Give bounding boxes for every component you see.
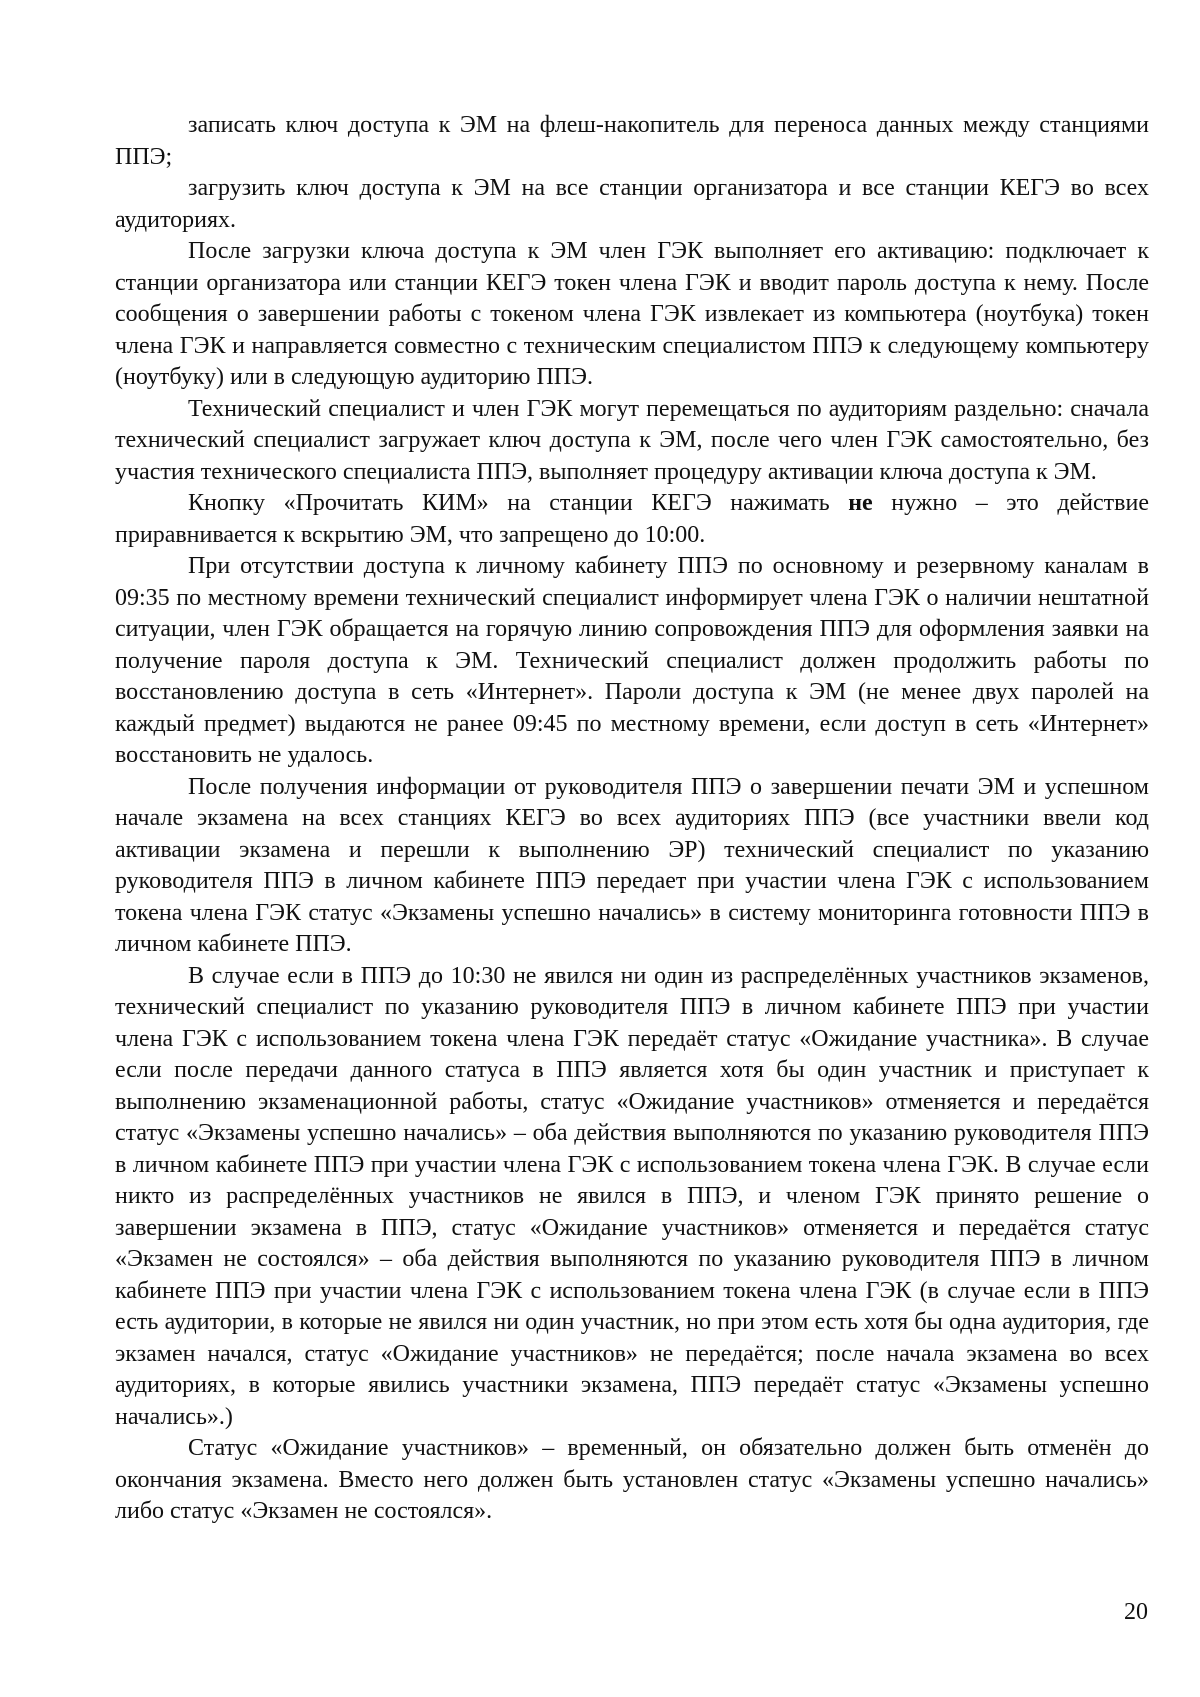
document-page	[115, 110, 1149, 1528]
paragraph-key-activation: После загрузки ключа доступа к ЭМ член ГЭК выполняет его активацию: подключает к станции организатора или станции КЕГЭ токен члена ГЭК и вводит пароль доступа к нему. После сообщения о завершении работы с токеном члена ГЭК извлекает из компьютера (ноутбука) токен члена ГЭК и направляется совместно с техническим специалистом ППЭ к следующему компьютеру (ноутбуку) или в следующую аудиторию ППЭ.	[115, 238, 1149, 390]
paragraph-read-kim-before: Кнопку «Прочитать КИМ» на станции КЕГЭ нажимать	[188, 490, 849, 516]
paragraph-temporary-status: Статус «Ожидание участников» – временный, он обязательно должен быть отменён до окончания экзамена. Вместо него должен быть установлен статус «Экзамены успешно начались» либо статус «Экзамен не состоялся».	[115, 1435, 1149, 1524]
paragraph-load-key-stations: загрузить ключ доступа к ЭМ на все станции организатора и все станции КЕГЭ во всех аудиториях.	[115, 175, 1149, 233]
paragraph-write-key-flash: записать ключ доступа к ЭМ на флеш-накопитель для переноса данных между станциями ППЭ;	[115, 112, 1149, 170]
page-number: 20	[1124, 1599, 1148, 1625]
paragraph-separate-movement: Технический специалист и член ГЭК могут перемещаться по аудиториям раздельно: сначала технический специалист загружает ключ доступа к ЭМ, после чего член ГЭК самостоятельно, без участия технического специалиста ППЭ, выполняет процедуру активации ключа доступа к ЭМ.	[115, 395, 1149, 485]
paragraph-exams-started: После получения информации от руководителя ППЭ о завершении печати ЭМ и успешном начале экзамена на всех станциях КЕГЭ во всех аудиториях ППЭ (все участники ввели код активации экзамена и перешли к выполнению ЭР) технический специалист по указанию руководителя ППЭ в личном кабинете ППЭ передает при участии члена ГЭК с использованием токена члена ГЭК статус «Экзамены успешно начались» в систему мониторинга готовности ППЭ в личном кабинете ППЭ.	[115, 773, 1149, 957]
paragraph-read-kim-after: нужно – это действие приравнивается к вскрытию ЭМ, что запрещено до 10:00.	[115, 490, 1149, 548]
emphasis-not: не	[848, 490, 873, 516]
paragraph-no-access: При отсутствии доступа к личному кабинету ППЭ по основному и резервному каналам в 09:35 по местному времени технический специалист информирует члена ГЭК о наличии нештатной ситуации, член ГЭК обращается на горячую линию сопровождения ППЭ для оформления заявки на получение пароля доступа к ЭМ. Технический специалист должен продолжить работы по восстановлению доступа в сеть «Интернет». Пароли доступа к ЭМ (не менее двух паролей на каждый предмет) выдаются не ранее 09:45 по местному времени, если доступ в сеть «Интернет» восстановить не удалось.	[115, 553, 1149, 768]
paragraph-read-kim-button	[115, 488, 1149, 551]
paragraph-waiting-participants: В случае если в ППЭ до 10:30 не явился ни один из распределённых участников экзаменов, технический специалист по указанию руководителя ППЭ в личном кабинете ППЭ при участии члена ГЭК с использованием токена члена ГЭК передаёт статус «Ожидание участника». В случае если после передачи данного статуса в ППЭ является хотя бы один участник и приступает к выполнению экзаменационной работы, статус «Ожидание участников» отменяется и передаётся статус «Экзамены успешно начались» – оба действия выполняются по указанию руководителя ППЭ в личном кабинете ППЭ при участии члена ГЭК с использованием токена члена ГЭК. В случае если никто из распределённых участников не явился в ППЭ, и членом ГЭК принято решение о завершении экзамена в ППЭ, статус «Ожидание участников» отменяется и передаётся статус «Экзамен не состоялся» – оба действия выполняются по указанию руководителя ППЭ в личном кабинете ППЭ при участии члена ГЭК с использованием токена члена ГЭК (в случае если в ППЭ есть аудитории, в которые не явился ни один участник, но при этом есть хотя бы одна аудитория, где экзамен начался, статус «Ожидание участников» не передаётся; после начала экзамена во всех аудиториях, в которые явились участники экзамена, ППЭ передаёт статус «Экзамены успешно начались».)	[115, 962, 1149, 1430]
